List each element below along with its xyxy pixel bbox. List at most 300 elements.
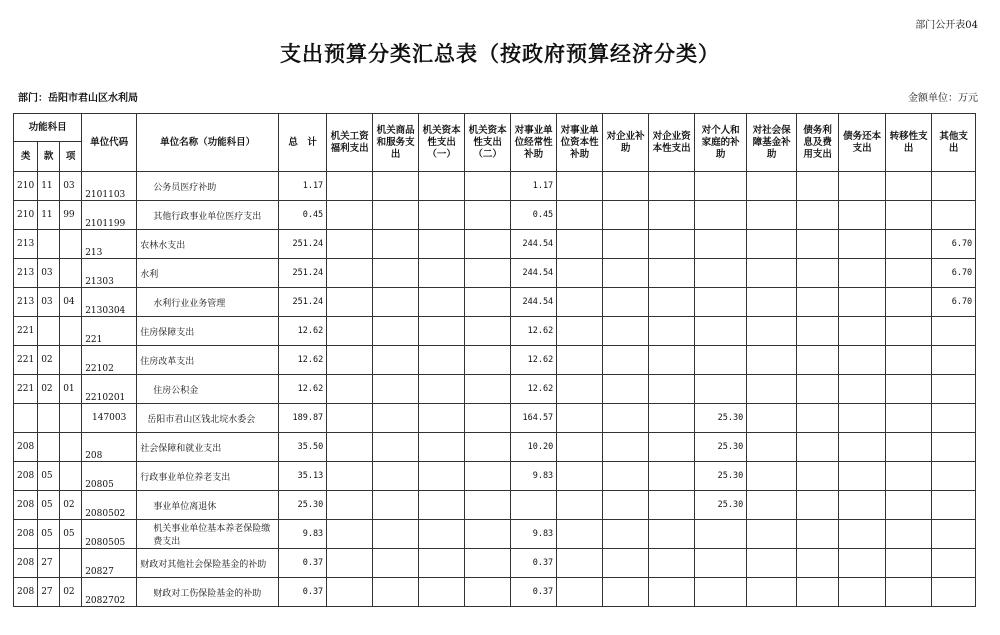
cell-value xyxy=(557,520,603,549)
cell-kuan: 02 xyxy=(38,346,60,375)
cell-value xyxy=(797,433,839,462)
cell-value xyxy=(603,288,649,317)
cell-value xyxy=(747,230,797,259)
cell-value xyxy=(603,520,649,549)
cell-value xyxy=(747,462,797,491)
cell-value xyxy=(695,317,747,346)
cell-value xyxy=(603,375,649,404)
cell-value xyxy=(465,491,511,520)
cell-value xyxy=(839,172,886,201)
cell-value xyxy=(373,462,419,491)
cell-value xyxy=(419,346,465,375)
header-total: 总 计 xyxy=(279,114,327,172)
cell-value xyxy=(419,404,465,433)
table-row xyxy=(14,201,976,230)
cell-value xyxy=(557,230,603,259)
cell-value xyxy=(649,230,695,259)
cell-value xyxy=(797,404,839,433)
cell-value xyxy=(557,317,603,346)
cell-value xyxy=(839,520,886,549)
cell-kuan: 27 xyxy=(38,578,60,607)
cell-value xyxy=(465,433,511,462)
cell-value xyxy=(695,346,747,375)
cell-value xyxy=(747,201,797,230)
cell-lei: 208 xyxy=(14,549,38,578)
cell-xiang xyxy=(60,549,82,578)
cell-value xyxy=(603,462,649,491)
cell-value xyxy=(932,462,976,491)
cell-value xyxy=(465,520,511,549)
cell-value xyxy=(327,201,373,230)
cell-value xyxy=(886,288,932,317)
cell-value xyxy=(649,259,695,288)
cell-value: 12.62 xyxy=(511,346,557,375)
cell-value xyxy=(839,288,886,317)
cell-lei: 208 xyxy=(14,462,38,491)
cell-value xyxy=(511,491,557,520)
cell-value xyxy=(557,549,603,578)
cell-value xyxy=(419,172,465,201)
header-col: 对事业单位资本性补助 xyxy=(557,114,603,172)
cell-value xyxy=(797,375,839,404)
cell-value xyxy=(603,259,649,288)
table-row xyxy=(14,375,976,404)
cell-value xyxy=(327,288,373,317)
cell-value xyxy=(747,172,797,201)
cell-value xyxy=(932,201,976,230)
table-row xyxy=(14,578,976,607)
table-row xyxy=(14,317,976,346)
cell-value xyxy=(839,259,886,288)
cell-value xyxy=(557,578,603,607)
cell-total: 0.37 xyxy=(279,549,327,578)
cell-value xyxy=(419,549,465,578)
cell-value xyxy=(557,201,603,230)
cell-value xyxy=(649,491,695,520)
cell-value: 10.20 xyxy=(511,433,557,462)
cell-value xyxy=(839,549,886,578)
header-kuan: 款 xyxy=(38,142,60,172)
cell-xiang: 05 xyxy=(60,520,82,549)
cell-xiang: 02 xyxy=(60,578,82,607)
cell-value xyxy=(695,201,747,230)
cell-unit-name: 行政事业单位养老支出 xyxy=(137,462,279,491)
cell-value xyxy=(886,578,932,607)
cell-value xyxy=(747,346,797,375)
cell-value xyxy=(465,549,511,578)
cell-value xyxy=(695,288,747,317)
cell-value xyxy=(839,462,886,491)
cell-value xyxy=(465,201,511,230)
cell-value: 1.17 xyxy=(511,172,557,201)
amount-unit-label: 金额单位：万元 xyxy=(908,93,978,104)
table-row xyxy=(14,172,976,201)
cell-value xyxy=(419,462,465,491)
cell-total: 251.24 xyxy=(279,288,327,317)
table-row xyxy=(14,462,976,491)
cell-value xyxy=(465,404,511,433)
cell-total: 9.83 xyxy=(279,520,327,549)
cell-value: 0.37 xyxy=(511,549,557,578)
cell-value xyxy=(419,230,465,259)
cell-value xyxy=(747,375,797,404)
cell-value xyxy=(557,462,603,491)
cell-kuan xyxy=(38,317,60,346)
cell-value xyxy=(649,462,695,491)
cell-value xyxy=(419,433,465,462)
cell-xiang xyxy=(60,230,82,259)
header-col: 机关商品和服务支出 xyxy=(373,114,419,172)
header-col: 转移性支出 xyxy=(886,114,932,172)
cell-value xyxy=(886,375,932,404)
cell-unit-code: 147003 xyxy=(82,404,137,433)
cell-value xyxy=(603,549,649,578)
cell-value xyxy=(649,578,695,607)
cell-value xyxy=(557,172,603,201)
cell-value xyxy=(373,288,419,317)
cell-value xyxy=(839,375,886,404)
cell-unit-name: 机关事业单位基本养老保险缴费支出 xyxy=(137,520,279,549)
cell-total: 0.45 xyxy=(279,201,327,230)
header-col: 对企业补助 xyxy=(603,114,649,172)
cell-unit-code: 213 xyxy=(82,230,137,259)
cell-value: 6.70 xyxy=(932,259,976,288)
header-col: 其他支出 xyxy=(932,114,976,172)
cell-value xyxy=(695,375,747,404)
cell-value xyxy=(373,317,419,346)
cell-value: 25.30 xyxy=(695,491,747,520)
cell-value xyxy=(373,201,419,230)
cell-value xyxy=(839,404,886,433)
cell-value xyxy=(649,201,695,230)
cell-value xyxy=(932,346,976,375)
cell-value: 6.70 xyxy=(932,230,976,259)
cell-value: 9.83 xyxy=(511,520,557,549)
cell-value xyxy=(419,578,465,607)
cell-xiang xyxy=(60,259,82,288)
cell-value xyxy=(327,317,373,346)
cell-value xyxy=(932,520,976,549)
cell-unit-code: 2080505 xyxy=(82,520,137,549)
cell-xiang xyxy=(60,462,82,491)
cell-value xyxy=(747,404,797,433)
cell-unit-code: 208 xyxy=(82,433,137,462)
cell-kuan xyxy=(38,230,60,259)
cell-value xyxy=(327,578,373,607)
cell-value xyxy=(649,404,695,433)
cell-value xyxy=(557,346,603,375)
cell-unit-code: 2101103 xyxy=(82,172,137,201)
cell-value xyxy=(839,433,886,462)
cell-value xyxy=(465,346,511,375)
cell-value xyxy=(695,230,747,259)
cell-value xyxy=(465,317,511,346)
cell-kuan: 02 xyxy=(38,375,60,404)
cell-value: 12.62 xyxy=(511,375,557,404)
cell-kuan: 05 xyxy=(38,491,60,520)
cell-kuan: 03 xyxy=(38,259,60,288)
header-col: 机关资本性支出（一） xyxy=(419,114,465,172)
cell-value xyxy=(373,491,419,520)
cell-value xyxy=(603,346,649,375)
cell-value xyxy=(649,317,695,346)
header-col: 对事业单位经常性补助 xyxy=(511,114,557,172)
cell-value xyxy=(419,375,465,404)
cell-total: 0.37 xyxy=(279,578,327,607)
cell-kuan: 05 xyxy=(38,520,60,549)
cell-unit-name: 财政对工伤保险基金的补助 xyxy=(137,578,279,607)
cell-value xyxy=(373,230,419,259)
cell-value xyxy=(419,201,465,230)
cell-kuan: 05 xyxy=(38,462,60,491)
cell-value xyxy=(465,259,511,288)
cell-value xyxy=(649,346,695,375)
cell-value xyxy=(886,491,932,520)
cell-value xyxy=(886,259,932,288)
cell-value xyxy=(649,172,695,201)
cell-value: 164.57 xyxy=(511,404,557,433)
cell-unit-code: 2210201 xyxy=(82,375,137,404)
cell-value xyxy=(747,520,797,549)
cell-value xyxy=(465,578,511,607)
cell-xiang: 99 xyxy=(60,201,82,230)
cell-value xyxy=(603,172,649,201)
cell-total: 12.62 xyxy=(279,375,327,404)
cell-unit-name: 农林水支出 xyxy=(137,230,279,259)
cell-lei: 213 xyxy=(14,230,38,259)
table-row xyxy=(14,433,976,462)
cell-value xyxy=(327,404,373,433)
cell-value xyxy=(886,520,932,549)
cell-value xyxy=(839,317,886,346)
cell-total: 12.62 xyxy=(279,346,327,375)
header-col: 债务还本支出 xyxy=(839,114,886,172)
cell-value xyxy=(747,433,797,462)
cell-value xyxy=(886,462,932,491)
cell-value xyxy=(695,259,747,288)
cell-lei: 213 xyxy=(14,288,38,317)
cell-value xyxy=(465,288,511,317)
header-col: 机关工资福利支出 xyxy=(327,114,373,172)
cell-value xyxy=(839,230,886,259)
cell-lei: 208 xyxy=(14,520,38,549)
table-row xyxy=(14,491,976,520)
cell-value xyxy=(932,317,976,346)
cell-value xyxy=(932,433,976,462)
cell-total: 35.13 xyxy=(279,462,327,491)
cell-lei: 221 xyxy=(14,346,38,375)
cell-value xyxy=(747,549,797,578)
cell-value xyxy=(603,491,649,520)
cell-value xyxy=(932,375,976,404)
header-lei: 类 xyxy=(14,142,38,172)
cell-value xyxy=(797,172,839,201)
cell-value xyxy=(932,578,976,607)
cell-value xyxy=(327,259,373,288)
cell-value xyxy=(327,433,373,462)
cell-unit-code: 221 xyxy=(82,317,137,346)
page-title: 支出预算分类汇总表（按政府预算经济分类） xyxy=(280,41,720,66)
cell-value xyxy=(373,172,419,201)
cell-value xyxy=(327,375,373,404)
cell-value xyxy=(695,520,747,549)
cell-value xyxy=(557,404,603,433)
cell-value xyxy=(465,172,511,201)
cell-unit-name: 住房保障支出 xyxy=(137,317,279,346)
cell-value xyxy=(839,346,886,375)
cell-value xyxy=(695,172,747,201)
cell-value xyxy=(373,433,419,462)
cell-value xyxy=(465,462,511,491)
cell-unit-name: 住房公积金 xyxy=(137,375,279,404)
cell-lei: 208 xyxy=(14,491,38,520)
cell-value xyxy=(797,491,839,520)
cell-value: 9.83 xyxy=(511,462,557,491)
cell-unit-code: 2130304 xyxy=(82,288,137,317)
cell-total: 189.87 xyxy=(279,404,327,433)
cell-value xyxy=(747,578,797,607)
cell-value xyxy=(419,520,465,549)
cell-value xyxy=(649,549,695,578)
cell-value xyxy=(932,491,976,520)
cell-kuan: 27 xyxy=(38,549,60,578)
cell-unit-name: 住房改革支出 xyxy=(137,346,279,375)
cell-value xyxy=(797,317,839,346)
cell-unit-code: 20805 xyxy=(82,462,137,491)
header-unit-code: 单位代码 xyxy=(82,114,137,172)
cell-value xyxy=(747,259,797,288)
cell-value xyxy=(557,288,603,317)
cell-value xyxy=(327,230,373,259)
cell-value xyxy=(797,578,839,607)
cell-value xyxy=(327,172,373,201)
header-col: 债务利息及费用支出 xyxy=(797,114,839,172)
cell-value xyxy=(839,578,886,607)
cell-value xyxy=(327,491,373,520)
cell-lei: 210 xyxy=(14,172,38,201)
cell-total: 251.24 xyxy=(279,230,327,259)
table-row xyxy=(14,520,976,549)
cell-xiang xyxy=(60,346,82,375)
cell-value xyxy=(373,346,419,375)
header-xiang: 项 xyxy=(60,142,82,172)
cell-unit-code: 20827 xyxy=(82,549,137,578)
cell-total: 1.17 xyxy=(279,172,327,201)
cell-value xyxy=(603,433,649,462)
cell-value xyxy=(797,346,839,375)
cell-total: 35.50 xyxy=(279,433,327,462)
cell-xiang: 02 xyxy=(60,491,82,520)
cell-unit-name: 事业单位离退休 xyxy=(137,491,279,520)
cell-value xyxy=(373,578,419,607)
cell-value xyxy=(373,549,419,578)
header-col: 对个人和家庭的补助 xyxy=(695,114,747,172)
cell-value xyxy=(649,433,695,462)
cell-unit-name: 岳阳市君山区钱北垸水委会 xyxy=(137,404,279,433)
cell-value xyxy=(886,433,932,462)
cell-value xyxy=(373,520,419,549)
cell-value xyxy=(327,346,373,375)
cell-value xyxy=(797,520,839,549)
cell-value xyxy=(419,288,465,317)
cell-value xyxy=(886,172,932,201)
cell-lei: 221 xyxy=(14,317,38,346)
header-func-group: 功能科目 xyxy=(14,114,82,142)
cell-lei xyxy=(14,404,38,433)
header-col: 对社会保障基金补助 xyxy=(747,114,797,172)
cell-value xyxy=(797,201,839,230)
cell-value: 25.30 xyxy=(695,404,747,433)
cell-value xyxy=(603,578,649,607)
table-row xyxy=(14,404,976,433)
cell-unit-code: 21303 xyxy=(82,259,137,288)
cell-value xyxy=(886,317,932,346)
cell-value xyxy=(649,375,695,404)
cell-value xyxy=(327,520,373,549)
cell-unit-name: 财政对其他社会保险基金的补助 xyxy=(137,549,279,578)
cell-kuan: 03 xyxy=(38,288,60,317)
cell-value: 244.54 xyxy=(511,288,557,317)
cell-value xyxy=(603,230,649,259)
department-label: 部门：岳阳市君山区水利局 xyxy=(18,93,138,104)
cell-kuan xyxy=(38,433,60,462)
cell-value xyxy=(932,404,976,433)
cell-kuan xyxy=(38,404,60,433)
header-unit-name: 单位名称（功能科目） xyxy=(137,114,279,172)
table-row xyxy=(14,346,976,375)
cell-kuan: 11 xyxy=(38,172,60,201)
cell-value xyxy=(373,259,419,288)
cell-value xyxy=(839,491,886,520)
cell-lei: 208 xyxy=(14,578,38,607)
cell-xiang: 01 xyxy=(60,375,82,404)
cell-total: 251.24 xyxy=(279,259,327,288)
cell-value: 0.45 xyxy=(511,201,557,230)
cell-value xyxy=(327,549,373,578)
cell-value xyxy=(797,288,839,317)
cell-value xyxy=(886,404,932,433)
table-row xyxy=(14,549,976,578)
cell-xiang xyxy=(60,433,82,462)
cell-value xyxy=(603,317,649,346)
cell-value xyxy=(886,549,932,578)
header-col: 对企业资本性支出 xyxy=(649,114,695,172)
cell-value xyxy=(695,578,747,607)
cell-unit-code: 2101199 xyxy=(82,201,137,230)
cell-unit-code: 2080502 xyxy=(82,491,137,520)
cell-value xyxy=(695,549,747,578)
cell-value xyxy=(373,404,419,433)
cell-value xyxy=(419,259,465,288)
cell-total: 12.62 xyxy=(279,317,327,346)
cell-value xyxy=(557,259,603,288)
cell-value xyxy=(557,491,603,520)
cell-value xyxy=(797,462,839,491)
cell-value xyxy=(797,549,839,578)
cell-value: 244.54 xyxy=(511,230,557,259)
cell-value xyxy=(886,230,932,259)
cell-unit-name: 公务员医疗补助 xyxy=(137,172,279,201)
cell-xiang xyxy=(60,404,82,433)
cell-value xyxy=(797,230,839,259)
cell-value: 6.70 xyxy=(932,288,976,317)
cell-value xyxy=(649,520,695,549)
cell-value xyxy=(603,404,649,433)
cell-value xyxy=(327,462,373,491)
cell-value xyxy=(886,346,932,375)
cell-unit-name: 水利 xyxy=(137,259,279,288)
cell-value: 244.54 xyxy=(511,259,557,288)
